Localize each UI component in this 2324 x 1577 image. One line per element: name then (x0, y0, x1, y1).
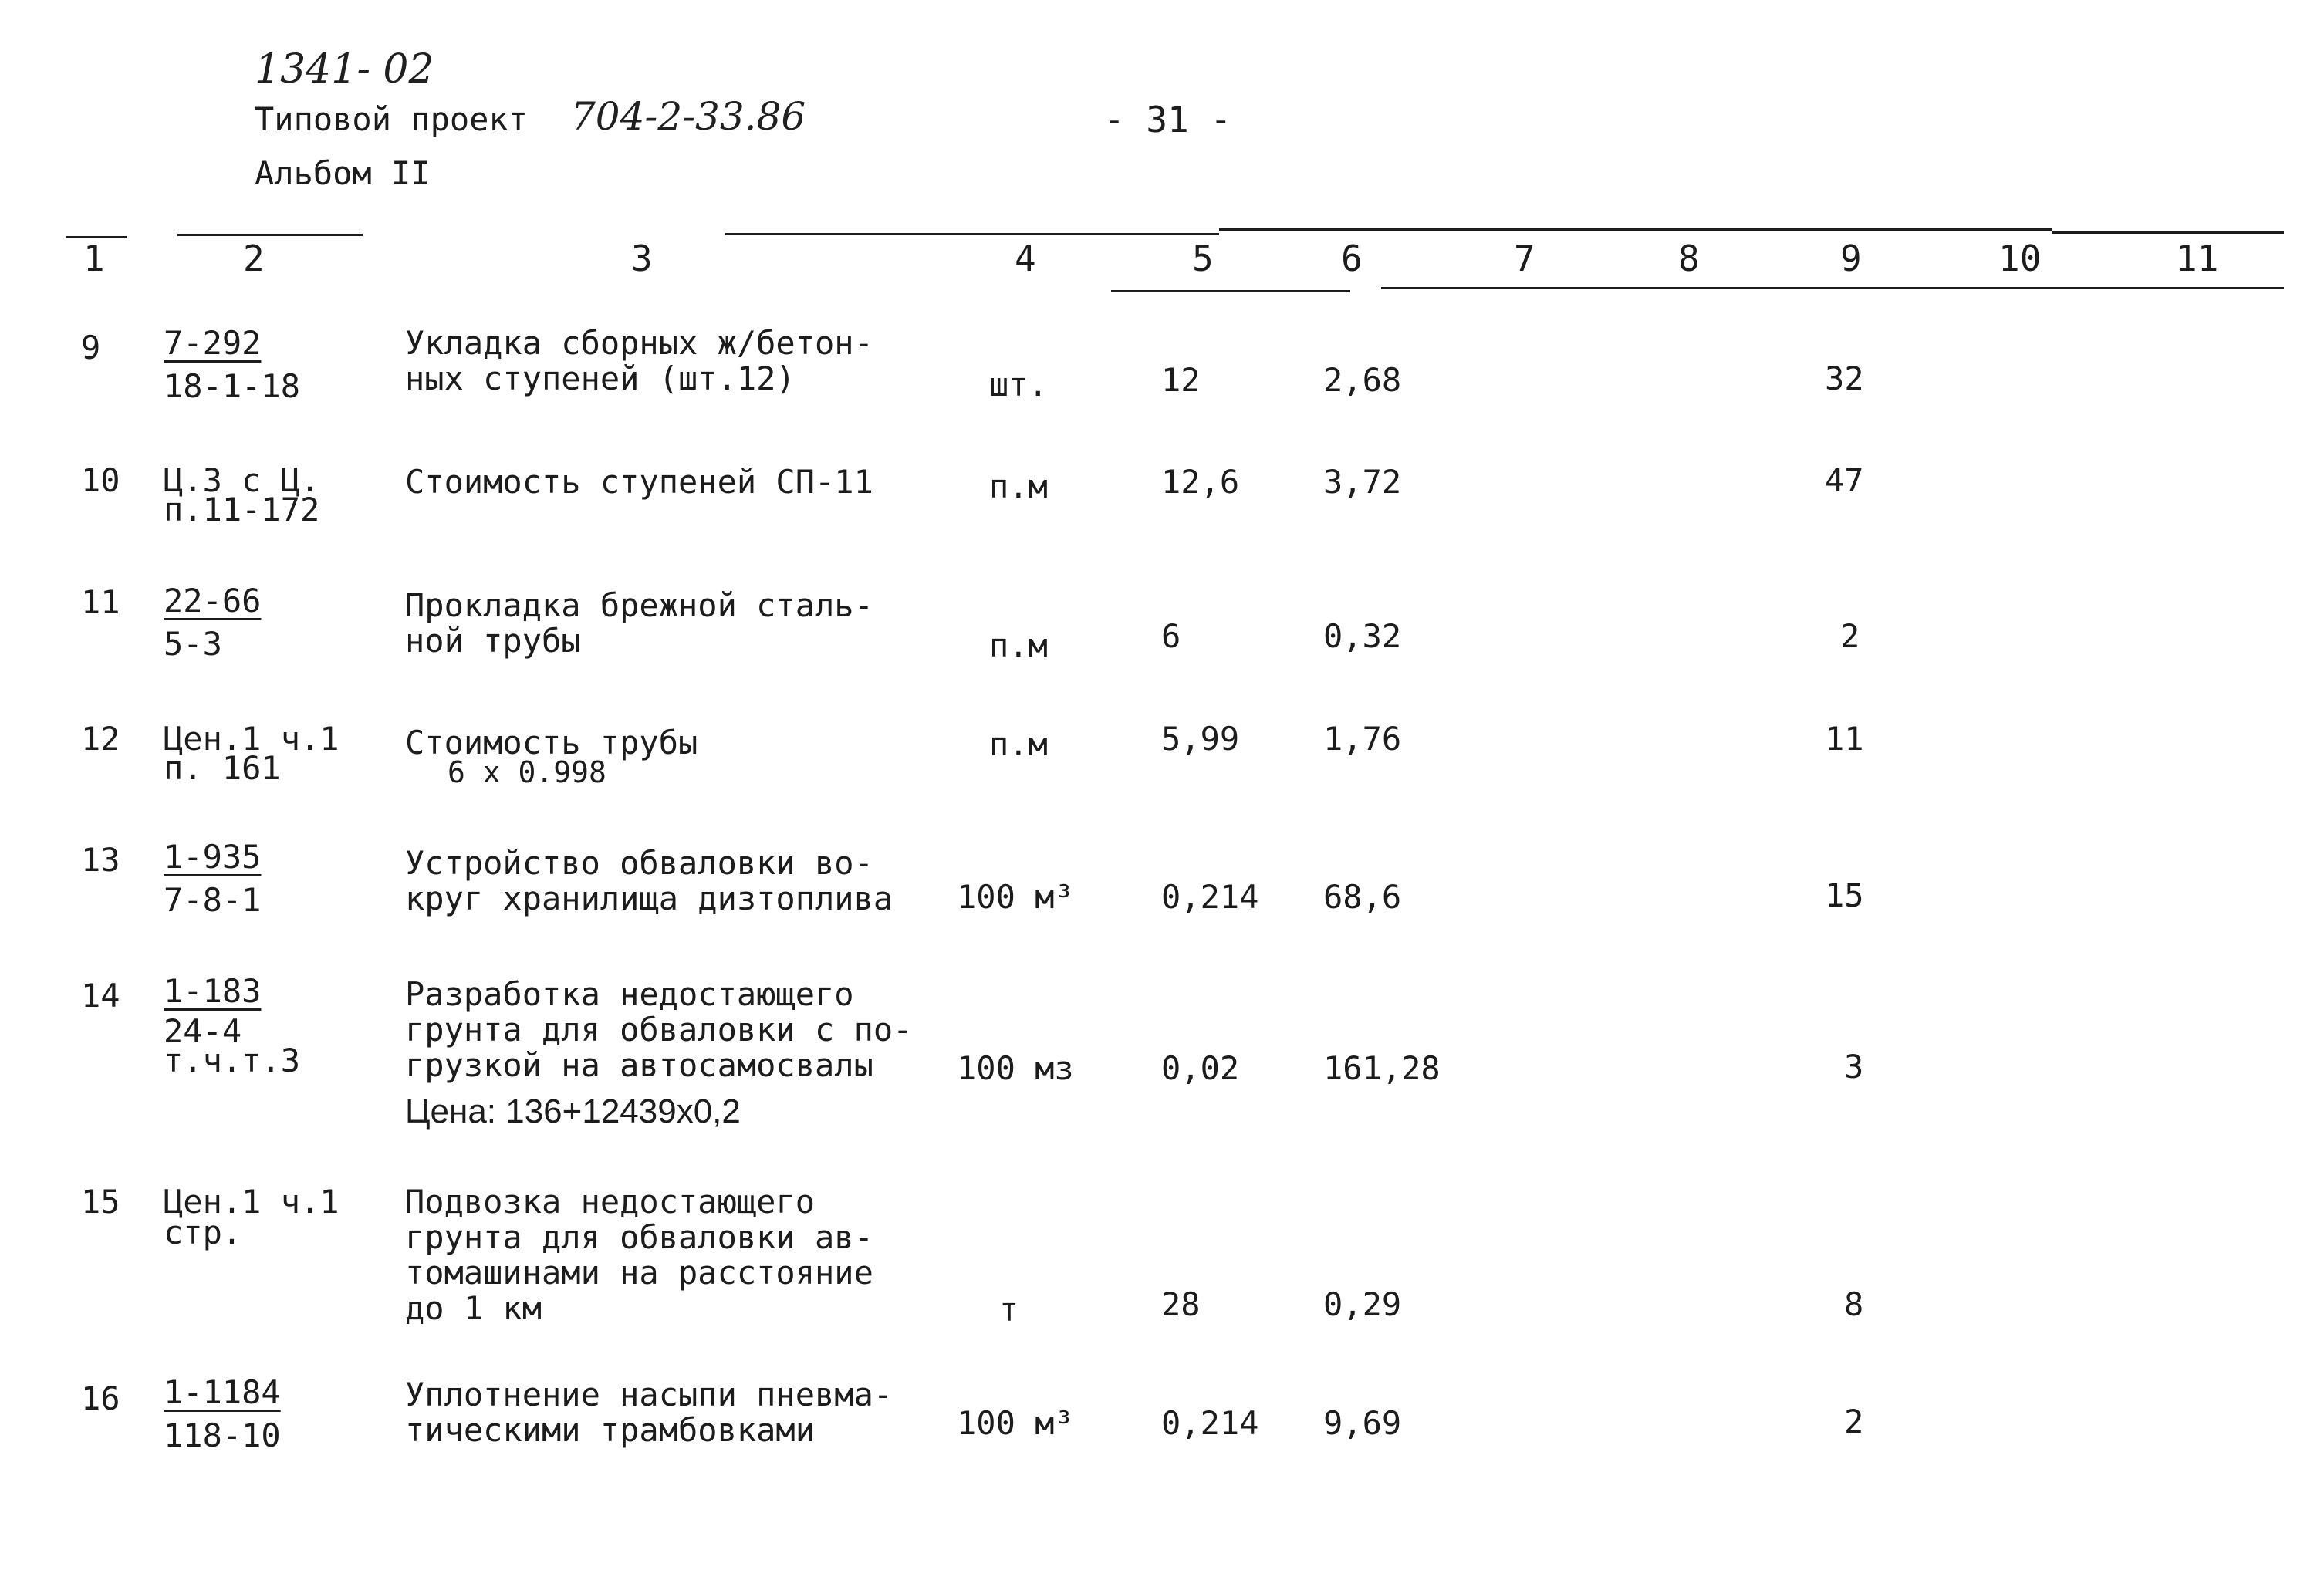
unit: п.м (989, 626, 1048, 664)
row-number: 16 (81, 1379, 120, 1417)
price-formula: Цена: 136+12439x0,2 (405, 1092, 741, 1130)
column-header-4: 4 (1015, 238, 1036, 279)
column-header-9: 9 (1840, 238, 1862, 279)
description-line: Стоимость трубы (405, 724, 698, 761)
row-number: 13 (81, 841, 120, 879)
total-cost: 47 (1825, 461, 1864, 499)
column-header-7: 7 (1514, 238, 1535, 279)
norm-code (164, 583, 261, 662)
norm-code (164, 974, 300, 1079)
description-line: Подвозка недостающего (405, 1183, 816, 1221)
column-header-10: 10 (1998, 238, 2042, 279)
norm-code (164, 1184, 339, 1251)
project-label: Типовой проект (255, 100, 529, 138)
quantity: 12 (1161, 361, 1201, 399)
norm-code-top: 1-183 (164, 972, 262, 1010)
description-line: до 1 км (405, 1289, 542, 1327)
unit: шт. (989, 366, 1048, 404)
quantity: 6 (1161, 617, 1181, 655)
unit-price: 3,72 (1323, 463, 1402, 501)
unit: т (999, 1291, 1019, 1329)
description-line: Прокладка брежной сталь- (405, 586, 873, 624)
description-line: грунта для обваловки ав- (405, 1218, 873, 1256)
work-description (405, 1377, 893, 1448)
norm-code (164, 463, 319, 528)
norm-code (164, 721, 339, 786)
quantity: 0,214 (1161, 1404, 1259, 1442)
column-header-8: 8 (1678, 238, 1700, 279)
unit: п.м (989, 725, 1048, 763)
work-description (405, 326, 873, 397)
norm-code-top: Цен.1 ч.1 (164, 1183, 339, 1221)
description-line: Устройство обваловки во- (405, 844, 873, 882)
norm-code-bottom: п. 161 (164, 749, 281, 787)
description-line: грузкой на автосамосвалы (405, 1046, 873, 1084)
norm-code-bottom: 5-3 (164, 625, 222, 663)
unit-price: 9,69 (1323, 1404, 1402, 1442)
row-number: 9 (81, 329, 101, 366)
album-label: Альбом II (255, 154, 431, 192)
norm-code-bottom: 7-8-1 (164, 881, 262, 919)
description-line: томашинами на расстояние (405, 1254, 873, 1292)
header-rule (177, 234, 363, 236)
description-line: круг хранилища дизтоплива (405, 880, 893, 917)
quantity: 5,99 (1161, 720, 1240, 758)
unit-price: 1,76 (1323, 720, 1402, 758)
unit-price: 161,28 (1323, 1049, 1441, 1087)
column-header-3: 3 (631, 238, 653, 279)
description-note: 6 x 0.998 (448, 755, 606, 789)
norm-code-bottom: 24-4 (164, 1012, 242, 1050)
work-description (405, 588, 873, 659)
total-cost: 32 (1825, 360, 1864, 397)
row-number: 10 (81, 461, 120, 499)
header-rule (1381, 287, 2284, 289)
norm-code (164, 1375, 281, 1454)
norm-code-top: 1-1184 (164, 1373, 281, 1411)
norm-code (164, 326, 300, 404)
description-line: Уплотнение насыпи пневма- (405, 1376, 893, 1413)
norm-code-bottom: 118-10 (164, 1417, 281, 1454)
norm-code-top: 22-66 (164, 582, 262, 620)
unit-price: 2,68 (1323, 361, 1402, 399)
norm-code-top: 7-292 (164, 324, 262, 362)
description-line: грунта для обваловки с по- (405, 1011, 913, 1049)
total-cost: 8 (1844, 1285, 1864, 1323)
header-rule (2052, 231, 2284, 234)
row-number: 11 (81, 583, 120, 621)
norm-code-top: Ц.3 с Ц. (164, 461, 320, 499)
norm-code-top: 1-935 (164, 838, 262, 876)
column-header-5: 5 (1192, 238, 1214, 279)
unit-price: 68,6 (1323, 878, 1402, 916)
header-rule (1219, 228, 2052, 231)
norm-code-top: Цен.1 ч.1 (164, 720, 339, 758)
project-code: 704-2-33.86 (571, 94, 806, 139)
description-line: ной трубы (405, 622, 581, 660)
total-cost: 11 (1825, 720, 1864, 758)
column-header-2: 2 (243, 238, 265, 279)
description-line: Разработка недостающего (405, 975, 854, 1013)
description-line: тическими трамбовками (405, 1411, 816, 1449)
norm-code-bottom: стр. (164, 1214, 242, 1251)
total-cost: 2 (1840, 617, 1860, 655)
unit-price: 0,32 (1323, 617, 1402, 655)
description-line: Стоимость ступеней СП-11 (405, 463, 873, 501)
row-number: 12 (81, 720, 120, 758)
work-description (405, 464, 873, 500)
norm-code (164, 839, 261, 918)
quantity: 28 (1161, 1285, 1201, 1323)
page-number: - 31 - (1103, 99, 1232, 140)
column-header-6: 6 (1341, 238, 1363, 279)
total-cost: 3 (1844, 1048, 1864, 1086)
work-description (405, 977, 912, 1083)
norm-code-extra: т.ч.т.3 (164, 1042, 301, 1079)
column-header-1: 1 (83, 238, 105, 279)
norm-code-bottom: п.11-172 (164, 491, 320, 528)
total-cost: 15 (1825, 876, 1864, 914)
quantity: 12,6 (1161, 463, 1240, 501)
norm-code-bottom: 18-1-18 (164, 367, 301, 405)
quantity: 0,214 (1161, 878, 1259, 916)
unit: 100 м³ (957, 878, 1074, 916)
total-cost: 2 (1844, 1403, 1864, 1440)
header-rule (725, 233, 1219, 235)
quantity: 0,02 (1161, 1049, 1240, 1087)
unit: п.м (989, 468, 1048, 505)
row-number: 15 (81, 1183, 120, 1221)
description-line: Укладка сборных ж/бетон- (405, 324, 873, 362)
unit-price: 0,29 (1323, 1285, 1402, 1323)
work-description (405, 1184, 873, 1326)
document-number: 1341- 02 (255, 46, 434, 93)
column-header-11: 11 (2176, 238, 2219, 279)
work-description (405, 846, 893, 917)
row-number: 14 (81, 977, 120, 1015)
unit: 100 мз (957, 1049, 1074, 1087)
header-rule (1111, 290, 1350, 292)
unit: 100 м³ (957, 1404, 1074, 1442)
description-line: ных ступеней (шт.12) (405, 360, 795, 397)
